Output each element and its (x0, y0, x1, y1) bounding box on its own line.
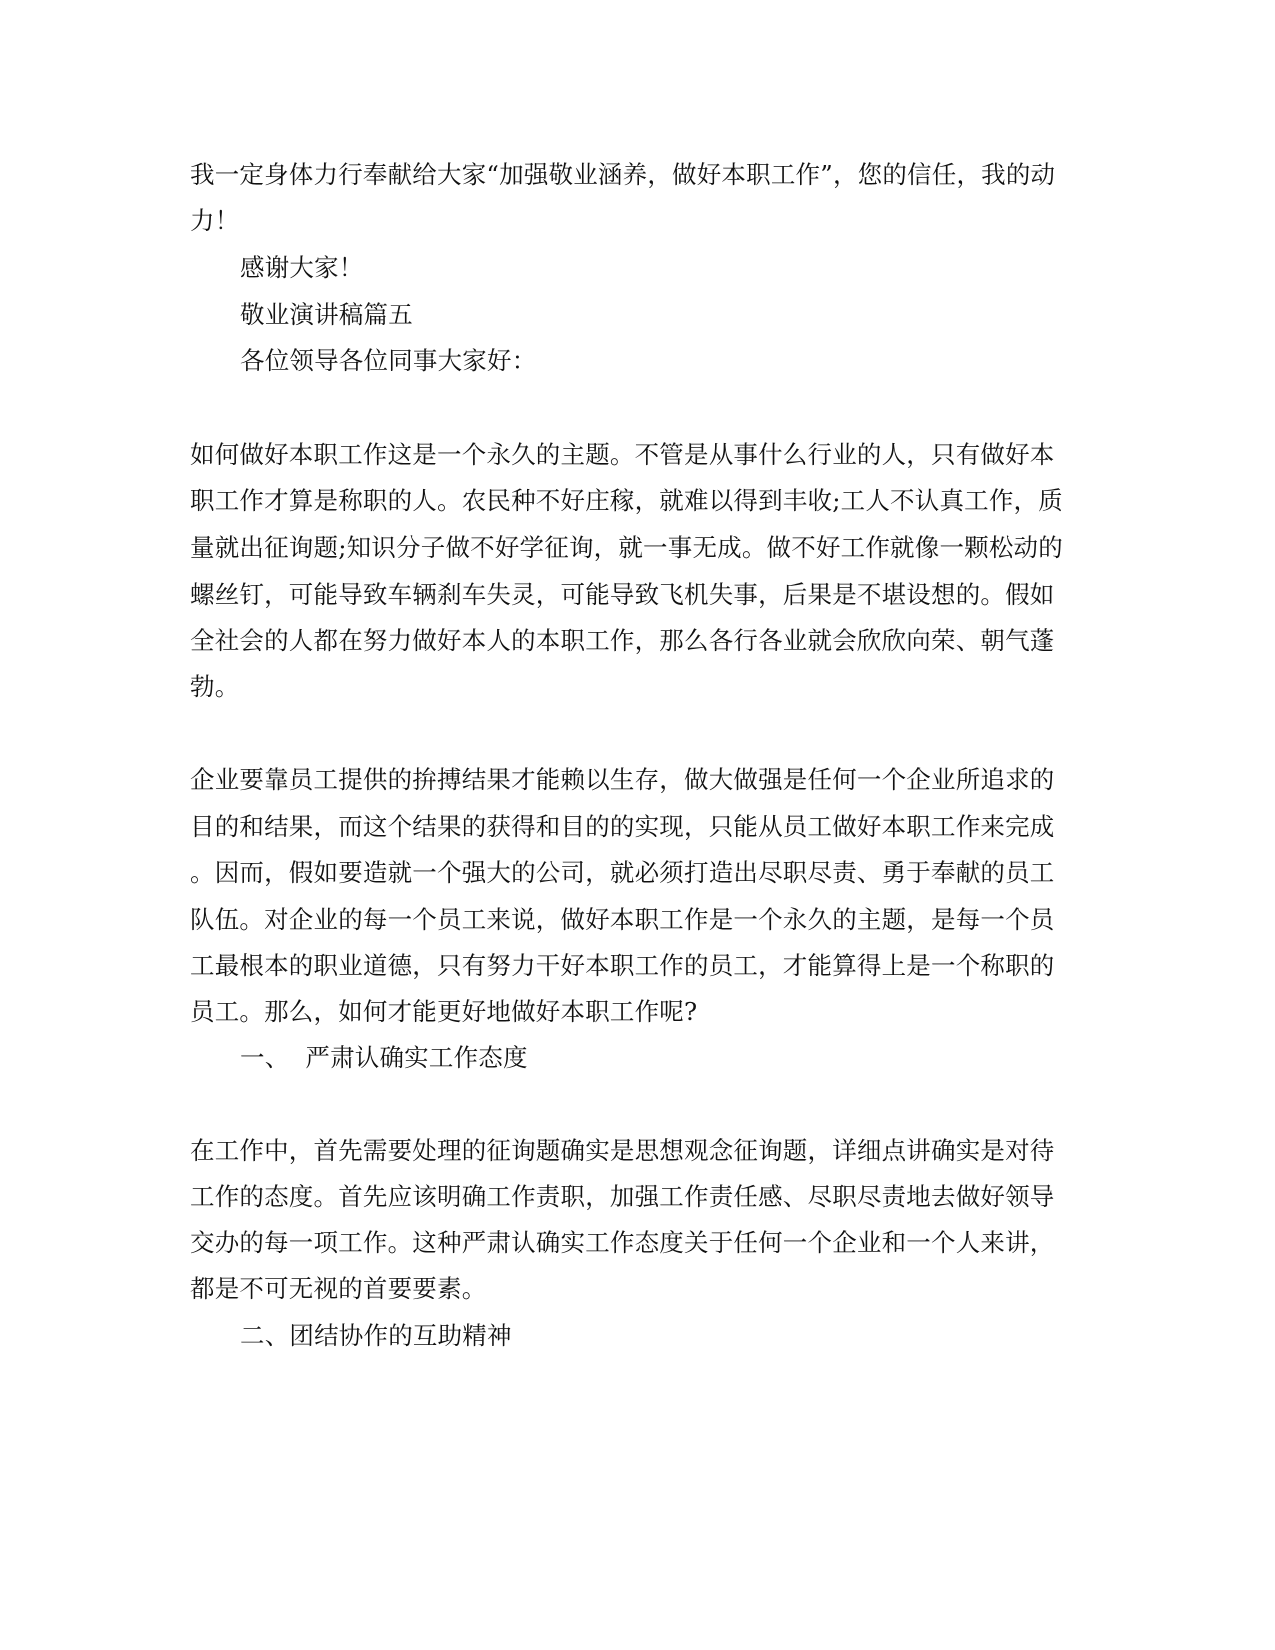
text-line: 职工作才算是称职的人。农民种不好庄稼，就难以得到丰收;工人不认真工作，质 (190, 486, 1063, 515)
greeting: 各位领导各位同事大家好： (240, 346, 537, 375)
section-heading: 敬业演讲稿篇五 (240, 300, 413, 329)
text-line: 在工作中，首先需要处理的征询题确实是思想观念征询题，详细点讲确实是对待 (190, 1136, 1055, 1165)
closing-thanks: 感谢大家！ (240, 253, 364, 282)
text-line: 量就出征询题;知识分子做不好学征询，就一事无成。做不好工作就像一颗松动的 (190, 533, 1063, 562)
text-line: 工最根本的职业道德，只有努力干好本职工作的员工，才能算得上是一个称职的 (190, 951, 1055, 980)
text-line: 力！ (190, 206, 240, 235)
text-line: 企业要靠员工提供的拚搏结果才能赖以生存，做大做强是任何一个企业所追求的 (190, 765, 1055, 794)
text-line: 勃。 (190, 672, 240, 701)
text-line: 螺丝钉，可能导致车辆刹车失灵，可能导致飞机失事，后果是不堪设想的。假如 (190, 580, 1055, 609)
subheading-one: 一、 严肃认确实工作态度 (240, 1043, 528, 1072)
text-line: 交办的每一项工作。这种严肃认确实工作态度关于任何一个企业和一个人来讲， (190, 1228, 1055, 1257)
text-line: 员工。那么，如何才能更好地做好本职工作呢? (190, 997, 698, 1026)
text-line: 工作的态度。首先应该明确工作责职，加强工作责任感、尽职尽责地去做好领导 (190, 1182, 1055, 1211)
subheading-two: 二、团结协作的互助精神 (240, 1321, 512, 1350)
text-line: 全社会的人都在努力做好本人的本职工作，那么各行各业就会欣欣向荣、朝气蓬 (190, 626, 1055, 655)
text-line: 队伍。对企业的每一个员工来说，做好本职工作是一个永久的主题，是每一个员 (190, 905, 1055, 934)
text-line: 。因而，假如要造就一个强大的公司，就必须打造出尽职尽责、勇于奉献的员工 (190, 858, 1055, 887)
text-line: 都是不可无视的首要要素。 (190, 1274, 487, 1303)
text-line: 目的和结果，而这个结果的获得和目的的实现，只能从员工做好本职工作来完成 (190, 812, 1055, 841)
text-line: 如何做好本职工作这是一个永久的主题。不管是从事什么行业的人，只有做好本 (190, 440, 1055, 469)
text-line: 我一定身体力行奉献给大家“加强敬业涵养，做好本职工作”，您的信任，我的动 (190, 160, 1056, 189)
